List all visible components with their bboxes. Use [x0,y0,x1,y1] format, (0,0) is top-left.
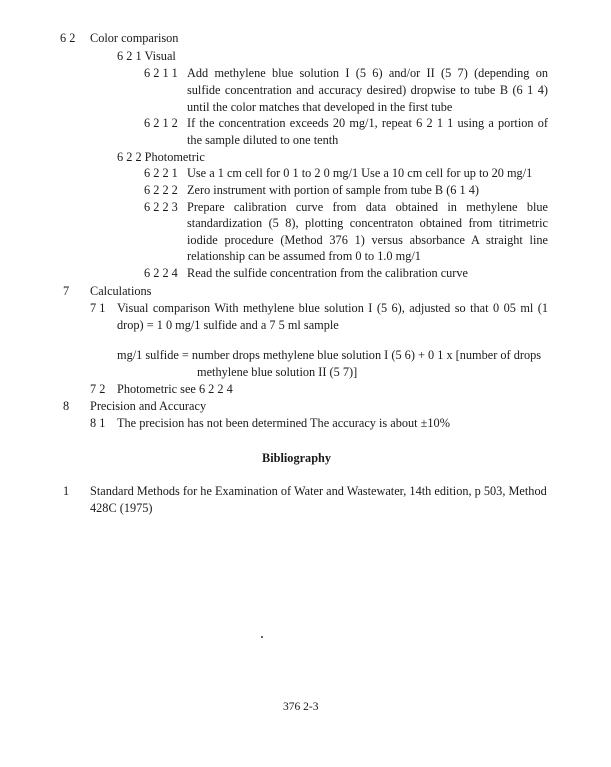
stray-mark [261,636,263,638]
subsection-heading: 6 2 1 Visual [117,49,176,63]
reference-number: 1 [63,484,70,498]
item-number: 6 2 2 3 [144,200,178,214]
paragraph-line: Visual comparison With methylene blue solution I (5 6), adjusted so that 0 05 ml (1 [117,301,548,315]
formula-line: methylene blue solution II (5 7)] [197,365,358,379]
section-number: 8 [63,399,70,413]
item-number: 8 1 [90,416,106,430]
reference-line: 428C (1975) [90,501,153,515]
item-number: 6 2 1 2 [144,116,178,130]
section-number: 6 2 [60,31,76,45]
section-heading: Precision and Accuracy [90,399,207,413]
paragraph-line: Use a 1 cm cell for 0 1 to 2 0 mg/1 Use a 10 cm cell for up to 20 mg/1 [187,166,533,180]
paragraph-line: If the concentration exceeds 20 mg/1, repeat 6 2 1 1 using a portion of [187,116,548,130]
page-number: 376 2-3 [283,701,319,713]
section-heading: Color comparison [90,31,179,45]
paragraph-line: Read the sulfide concentration from the calibration curve [187,266,469,280]
paragraph-line: Photometric see 6 2 2 4 [117,382,233,396]
paragraph-line: relationship can be assumed from 0 to 1.0 mg/1 [187,249,421,263]
item-number: 7 2 [90,382,106,396]
paragraph-line: iodide procedure (Method 376 1) versus absorbance A straight line [187,233,548,247]
section-number: 7 [63,284,70,298]
paragraph-line: Prepare calibration curve from data obtained in methylene blue [187,200,548,214]
item-number: 7 1 [90,301,106,315]
formula-line: mg/1 sulfide = number drops methylene blue solution I (5 6) + 0 1 x [number of drops [117,348,542,362]
subsection-heading: 6 2 2 Photometric [117,150,205,164]
paragraph-line: The precision has not been determined The accuracy is about ±10% [117,416,450,430]
bibliography-heading: Bibliography [262,451,332,465]
item-number: 6 2 2 2 [144,183,178,197]
item-number: 6 2 1 1 [144,66,178,80]
paragraph-line: the sample diluted to one tenth [187,133,339,147]
paragraph-line: standardization (5 8), plotting concentraton obtained from titrimetric [187,216,548,230]
item-number: 6 2 2 1 [144,166,178,180]
paragraph-line: drop) = 1 0 mg/1 sulfide and a 7 5 ml sample [117,318,339,332]
reference-line: Standard Methods for he Examination of Water and Wastewater, 14th edition, p 503, Method [90,484,547,498]
item-number: 6 2 2 4 [144,266,178,280]
paragraph-line: sulfide concentration and accuracy desired) dropwise to tube B (6 1 4) [187,83,548,97]
section-heading: Calculations [90,284,152,298]
paragraph-line: until the color matches that developed in the first tube [187,100,453,114]
paragraph-line: Add methylene blue solution I (5 6) and/or II (5 7) (depending on [187,66,548,80]
paragraph-line: Zero instrument with portion of sample from tube B (6 1 4) [187,183,479,197]
